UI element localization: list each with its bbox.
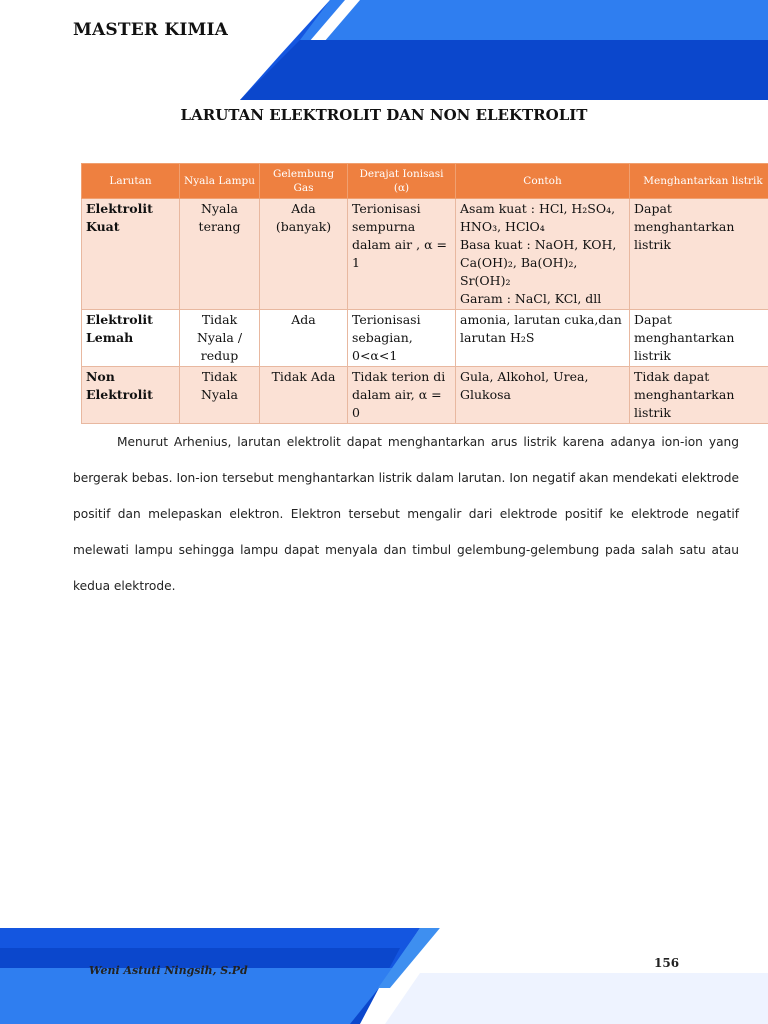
table-row [82,199,768,310]
cell-larutan: Elektrolit Lemah [82,310,180,367]
table-header-row [82,164,768,199]
column-header: Menghantarkan listrik [630,164,768,199]
cell-hantar: Dapat menghantarkan listrik [630,199,768,310]
header-title: MASTER KIMIA [73,20,229,40]
column-header: Larutan [82,164,180,199]
cell-nyala: Tidak Nyala / redup [180,310,260,367]
table-row [82,367,768,424]
cell-derajat: Tidak terion di dalam air, α = 0 [348,367,456,424]
column-header: Contoh [456,164,630,199]
cell-gelembung: Ada (banyak) [260,199,348,310]
column-header: Gelembung Gas [260,164,348,199]
cell-hantar: Dapat menghantarkan listrik [630,310,768,367]
footer-author: Weni Astuti Ningsih, S.Pd [89,964,248,977]
cell-derajat: Terionisasi sebagian, 0<α<1 [348,310,456,367]
cell-contoh [456,310,630,367]
contoh-line: Gula, Alkohol, Urea, Glukosa [460,369,589,402]
body-paragraph-block [73,424,739,604]
cell-nyala: Tidak Nyala [180,367,260,424]
header-banner [0,0,768,100]
page-number: 156 [654,956,680,970]
cell-larutan: Elektrolit Kuat [82,199,180,310]
cell-gelembung: Tidak Ada [260,367,348,424]
contoh-line: Basa kuat : NaOH, KOH, Ca(OH)₂, Ba(OH)₂, Sr(OH)₂ [460,237,617,288]
contoh-line: amonia, larutan cuka,dan larutan H₂S [460,312,622,345]
cell-contoh [456,199,630,310]
column-header: Derajat Ionisasi (α) [348,164,456,199]
body-paragraph: Menurut Arhenius, larutan elektrolit dapat menghantarkan arus listrik karena adanya ion-ion yang bergerak bebas. Ion-ion tersebut menghantarkan listrik dalam larutan. Ion negatif akan mendekati elektrode positif dan melepaskan elektron. Elektron tersebut mengalir dari elektrode positif ke elektrode negatif melewati lampu sehingga lampu dapat menyala dan timbul gelembung-gelembung pada salah satu atau kedua elektrode. [73,435,739,593]
cell-larutan: Non Elektrolit [82,367,180,424]
electrolyte-table [81,163,768,424]
contoh-line: Garam : NaCl, KCl, dll [460,291,602,306]
cell-derajat: Terionisasi sempurna dalam air , α = 1 [348,199,456,310]
document-title: LARUTAN ELEKTROLIT DAN NON ELEKTROLIT [180,106,588,124]
cell-hantar: Tidak dapat menghantarkan listrik [630,367,768,424]
cell-contoh [456,367,630,424]
table-row [82,310,768,367]
cell-nyala: Nyala terang [180,199,260,310]
column-header: Nyala Lampu [180,164,260,199]
contoh-line: Asam kuat : HCl, H₂SO₄, HNO₃, HClO₄ [460,201,616,234]
cell-gelembung: Ada [260,310,348,367]
